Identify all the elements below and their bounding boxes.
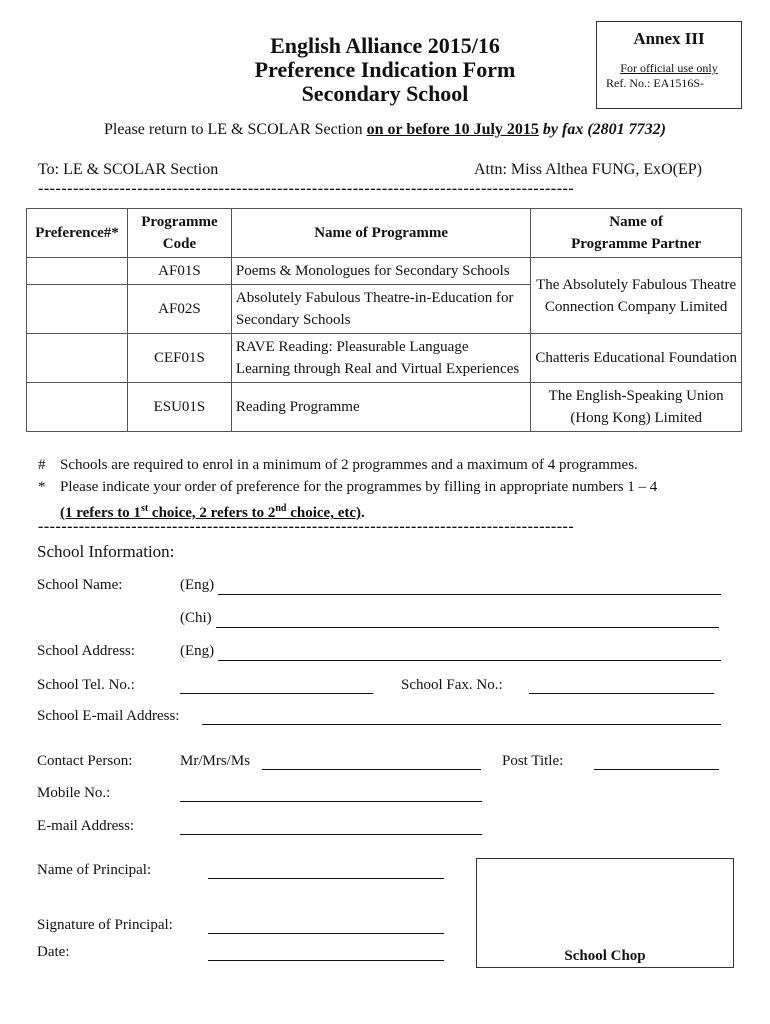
eng-label: (Eng) [180, 577, 215, 593]
programme-name: Absolutely Fabulous Theatre-in-Education for Secondary Schools [231, 285, 530, 334]
programme-name: Poems & Monologues for Secondary Schools [231, 258, 530, 285]
school-tel-field[interactable] [180, 693, 373, 694]
deadline: on or before 10 July 2015 [366, 121, 539, 138]
programme-code: ESU01S [127, 383, 231, 432]
preference-input[interactable] [27, 258, 128, 285]
annex-box [596, 21, 742, 109]
principal-signature-field[interactable] [208, 933, 444, 934]
preference-input[interactable] [27, 334, 128, 383]
form-title [200, 34, 570, 106]
school-chop-box[interactable] [476, 858, 734, 968]
post-title-field[interactable] [594, 769, 719, 770]
note-example: (1 refers to 1st choice, 2 refers to 2nd choice, etc). [60, 503, 365, 521]
table-row [27, 334, 742, 383]
school-address-field[interactable] [218, 660, 721, 661]
header-code: Programme Code [127, 209, 231, 258]
table-header-row [27, 209, 742, 258]
programme-partner: The Absolutely Fabulous Theatre Connection Company Limited [531, 258, 742, 334]
return-instruction: Please return to LE & SCOLAR Section on or before 10 July 2015 by fax (2801 7732) [103, 121, 667, 138]
principal-name-label: Name of Principal: [37, 862, 152, 878]
date-label: Date: [37, 944, 70, 960]
attn-line: Attn: Miss Althea FUNG, ExO(EP) [474, 161, 702, 178]
school-chop-label: School Chop [564, 948, 646, 964]
title-line-3: Secondary School [301, 81, 469, 106]
school-fax-label: School Fax. No.: [401, 677, 503, 693]
programme-table [26, 208, 742, 432]
school-tel-label: School Tel. No.: [37, 677, 135, 693]
post-title-label: Post Title: [502, 753, 564, 769]
contact-person-label: Contact Person: [37, 753, 133, 769]
school-name-label: School Name: [37, 577, 123, 593]
official-use-label: For official use only [620, 61, 718, 75]
divider-top: -------------------------------------------------------------------------------------------- [38, 180, 575, 197]
mobile-label: Mobile No.: [37, 785, 111, 801]
email-address-field[interactable] [180, 834, 482, 835]
chi-label: (Chi) [180, 610, 212, 626]
header-preference: Preference#* [27, 209, 128, 258]
date-field[interactable] [208, 960, 444, 961]
table-row [27, 258, 742, 285]
school-name-chi-field[interactable] [216, 627, 719, 628]
school-fax-field[interactable] [529, 693, 714, 694]
header-partner: Name of Programme Partner [531, 209, 742, 258]
email-address-label: E-mail Address: [37, 818, 135, 834]
header-name: Name of Programme [231, 209, 530, 258]
fax-number: by fax (2801 7732) [538, 121, 667, 138]
programme-name: RAVE Reading: Pleasurable Language Learning through Real and Virtual Experiences [231, 334, 530, 383]
programme-code: AF01S [127, 258, 231, 285]
title-prefix: Mr/Mrs/Ms [180, 753, 251, 769]
to-line: To: LE & SCOLAR Section [38, 161, 219, 178]
programme-name: Reading Programme [231, 383, 530, 432]
preference-input[interactable] [27, 383, 128, 432]
eng-label: (Eng) [180, 643, 215, 659]
programme-partner: The English-Speaking Union (Hong Kong) Limited [531, 383, 742, 432]
annex-label: Annex III [633, 29, 705, 48]
school-email-field[interactable] [202, 724, 721, 725]
note-enrol: # Schools are required to enrol in a minimum of 2 programmes and a maximum of 4 programmes. [38, 457, 638, 473]
mobile-field[interactable] [180, 801, 482, 802]
notes [38, 454, 738, 524]
programme-code: CEF01S [127, 334, 231, 383]
school-email-label: School E-mail Address: [37, 708, 180, 724]
school-info-heading: School Information: [37, 542, 175, 561]
principal-name-field[interactable] [208, 878, 444, 879]
note-preference: * Please indicate your order of preference for the programmes by filling in appropriate numbers 1 – 4 [38, 479, 658, 495]
school-name-eng-field[interactable] [218, 594, 721, 595]
programme-code: AF02S [127, 285, 231, 334]
ref-number: Ref. No.: EA1516S- [606, 76, 704, 90]
preference-input[interactable] [27, 285, 128, 334]
programme-partner: Chatteris Educational Foundation [531, 334, 742, 383]
principal-signature-label: Signature of Principal: [37, 917, 173, 933]
school-address-label: School Address: [37, 643, 135, 659]
contact-person-field[interactable] [262, 769, 481, 770]
title-line-2: Preference Indication Form [254, 57, 516, 82]
table-row [27, 383, 742, 432]
divider-bottom: -------------------------------------------------------------------------------------------- [38, 518, 575, 535]
title-line-1: English Alliance 2015/16 [270, 33, 500, 58]
